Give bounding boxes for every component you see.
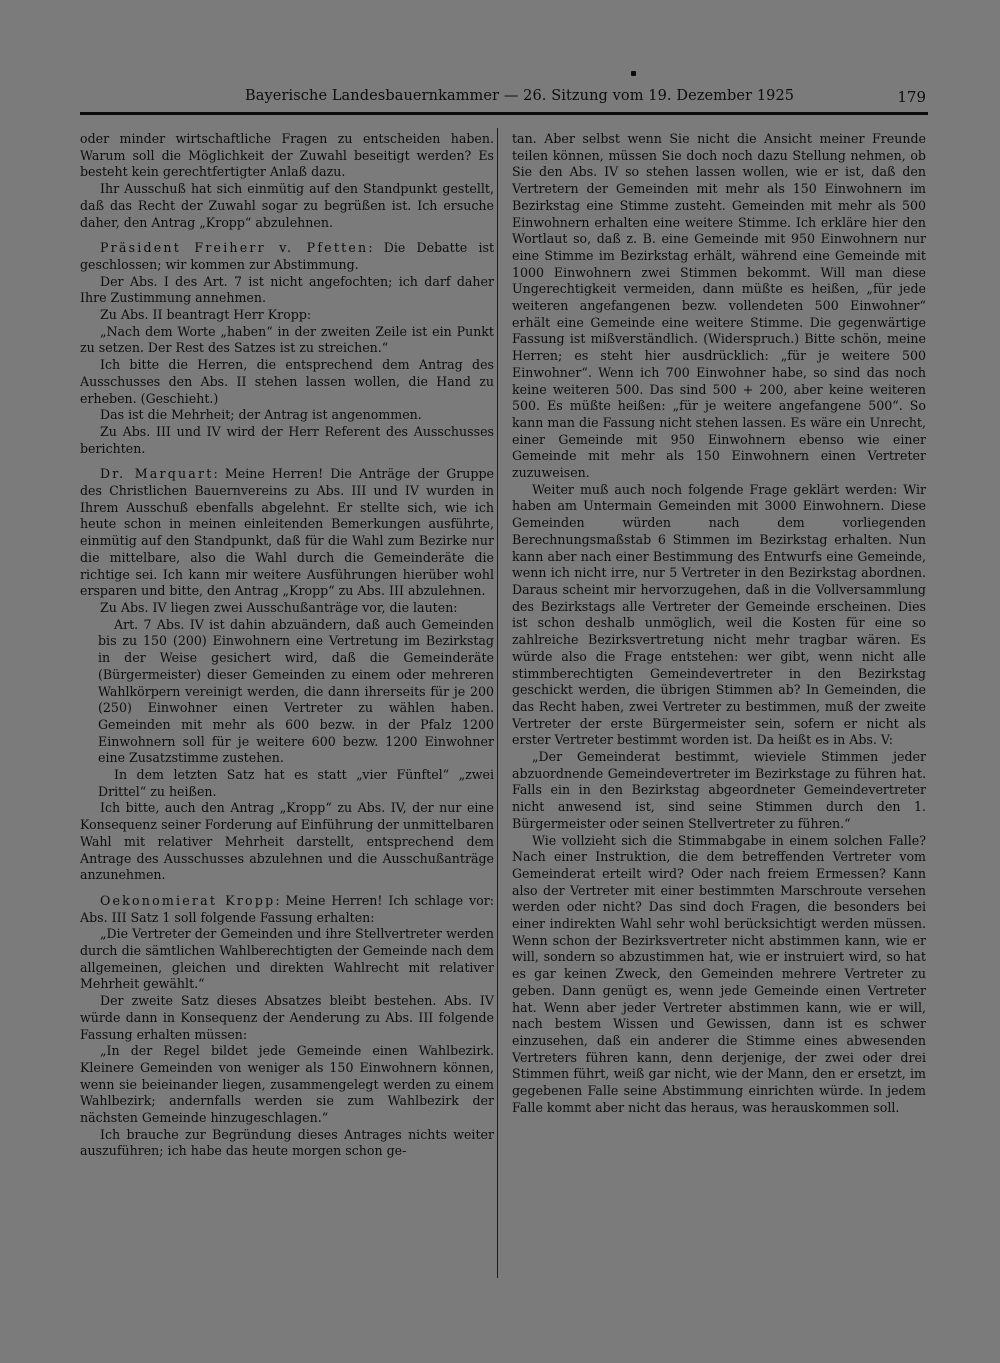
paragraph: tan. Aber selbst wenn Sie nicht die Ansicht meiner Freunde teilen können, müssen Sie doch noch dazu Stellung nehmen, ob Sie den Abs. IV so stehen lassen wollen, wie er ist, daß den Vertretern der Gemeinden mit mehr als 150 Einwohnern im Bezirkstag eine Stimme zusteht. Gemeinden mit mehr als 500 Einwohnern erhalten eine weitere Stimme. Ich erkläre hier den Wortlaut so, daß z. B. eine Gemeinde mit 950 Einwohnern nur eine Stimme im Bezirkstag erhält, während eine Gemeinde mit 1000 Einwohnern zwei Stimmen bekommt. Will man diese Ungerechtigkeit vermeiden, dann müßte es heißen, „für jede weiteren angefangenen bezw. vollendeten 500 Einwohner“ erhält eine Gemeinde eine weitere Stimme. Die gegenwärtige Fassung ist mißverständlich. (Widerspruch.) Bitte schön, meine Herren; es steht hier ausdrücklich: „für je weitere 500 Einwohner“. Wenn ich 700 Einwohner habe, so sind das noch keine weiteren 500. Das sind 500 + 200, aber keine weiteren 500. Es müßte heißen: „für je weitere angefangene 500“. So kann man die Fassung nicht stehen lassen. Es wäre ein Unrecht, einer Gemeinde mit 950 Einwohnern ebenso wie einer Gemeinde mit mehr als 150 Einwohnern einen Vertreter zuzuweisen. [512, 131, 926, 481]
paragraph: Das ist die Mehrheit; der Antrag ist angenommen. [100, 407, 422, 423]
speaker-name: Dr. Marquart [100, 466, 214, 482]
speaker-paragraph [80, 240, 494, 273]
running-title: Bayerische Landesbauernkammer — 26. Sitzung vom 19. Dezember 1925 [245, 88, 795, 104]
paragraph: „In der Regel bildet jede Gemeinde einen Wahlbezirk. Kleinere Gemeinden von weniger als 150 Einwohnern können, wenn sie beieinander liegen, zusammengelegt werden zu einem Wahlbezirk; andernfalls werden sie zum Wahlbezirk der nächsten Gemeinde hinzugeschlagen.“ [80, 1043, 494, 1126]
speech-text: : Meine Herren! Ich schlage vor: Abs. III Satz 1 soll folgende Fassung erhalten: [80, 892, 495, 925]
paragraph: Zu Abs. III und IV wird der Herr Referent des Ausschusses berichten. [80, 423, 494, 456]
paragraph: Der Abs. I des Art. 7 ist nicht angefochten; ich darf daher Ihre Zustimmung annehmen. [80, 273, 494, 306]
page-header [80, 86, 928, 115]
column-divider [497, 128, 498, 1278]
paragraph: „Der Gemeinderat bestimmt, wieviele Stimmen jeder abzuordnende Gemeindevertreter im Bezirkstage zu führen hat. Falls ein in den Bezirkstag abgeordneter Gemeindevertreter nicht anwesend ist, sind seine Stimmen durch den 1. Bürgermeister oder seinen Stellvertreter zu führen.“ [512, 749, 926, 831]
paragraph: Ich bitte die Herren, die entsprechend dem Antrag des Ausschusses den Abs. II stehen lassen wollen, die Hand zu erheben. (Geschieht.) [80, 357, 494, 406]
right-column [512, 131, 926, 1116]
speaker-paragraph [80, 466, 494, 600]
quoted-motion: Art. 7 Abs. IV ist dahin abzuändern, daß auch Gemeinden bis zu 150 (200) Einwohnern eine Vertretung im Bezirkstag in der Weise gesichert wird, daß die Gemeinderäte (Bürgermeister) dieser Gemeinden zu einem oder mehreren Wahlkörpern vereinigt werden, die dann ihrerseits für je 200 (250) Einwohner einen Vertreter zu wählen haben. Gemeinden mit mehr als 600 bezw. in der Pfalz 1200 Einwohnern soll für je weitere 600 bezw. 1200 Einwohner eine Zusatzstimme zustehen. [98, 616, 494, 766]
speech-text: : Die Debatte ist geschlossen; wir kommen zur Abstimmung. [80, 240, 494, 272]
printer-mark [631, 71, 636, 76]
paragraph: Ich bitte, auch den Antrag „Kropp“ zu Abs. IV, der nur eine Konsequenz seiner Forderung auf Einführung der unmittelbaren Wahl mit relativer Mehrheit darstellt, entsprechend dem Antrage des Ausschusses abzulehnen und die Ausschußanträge anzunehmen. [80, 800, 494, 883]
paragraph: Zu Abs. IV liegen zwei Ausschußanträge vor, die lauten: [100, 599, 458, 615]
speaker-paragraph [80, 893, 494, 926]
quoted-motion: In dem letzten Satz hat es statt „vier Fünftel“ „zwei Drittel“ zu heißen. [98, 767, 494, 799]
paragraph: oder minder wirtschaftliche Fragen zu entscheiden haben. Warum soll die Möglichkeit der Zuwahl beseitigt werden? Es besteht kein gerechtfertigter Anlaß dazu. [80, 131, 494, 180]
paragraph: Weiter muß auch noch folgende Frage geklärt werden: Wir haben am Untermain Gemeinden mit 3000 Einwohnern. Diese Gemeinden würden nach dem vorliegenden Berechnungsmaßstab 6 Stimmen im Bezirkstag erhalten. Nun kann aber nach einer Bestimmung des Entwurfs eine Gemeinde, wenn ich nicht irre, nur 5 Vertreter in den Bezirkstag abordnen. Daraus scheint mir hervorzugehen, daß in die Vollversammlung des Bezirkstags alle Vertreter der Gemeinde erscheinen. Dies ist schon deshalb unmöglich, weil die Kosten für eine so zahlreiche Bezirksvertretung nicht mehr tragbar wären. Es würde also die Frage entstehen: wer gibt, wenn nicht alle stimmberechtigten Gemeindevertreter in den Bezirkstag geschickt werden, die übrigen Stimmen ab? In Gemeinden, die das Recht haben, zwei Vertreter zu bestimmen, muß der zweite Vertreter der erste Bürgermeister sein, sofern er nicht als erster Vertreter bestimmt worden ist. Da heißt es in Abs. V: [512, 481, 926, 748]
paragraph: Ihr Ausschuß hat sich einmütig auf den Standpunkt gestellt, daß das Recht der Zuwahl sogar zu begrüßen ist. Ich ersuche daher, den Antrag „Kropp“ abzulehnen. [80, 181, 494, 230]
speaker-name: Präsident Freiherr v. Pfetten [100, 240, 369, 256]
paragraph: Ich brauche zur Begründung dieses Antrages nichts weiter auszuführen; ich habe das heute morgen schon ge- [80, 1126, 494, 1159]
paragraph: „Die Vertreter der Gemeinden und ihre Stellvertreter werden durch die sämtlichen Wahlberechtigten der Gemeinde nach dem allgemeinen, gleichen und direkten Wahlrecht mit relativer Mehrheit gewählt.“ [80, 926, 494, 992]
paragraph: „Nach dem Worte „haben“ in der zweiten Zeile ist ein Punkt zu setzen. Der Rest des Satzes ist zu streichen.“ [80, 323, 494, 356]
page-number: 179 [897, 88, 926, 106]
paragraph: Der zweite Satz dieses Absatzes bleibt bestehen. Abs. IV würde dann in Konsequenz der Aenderung zu Abs. III folgende Fassung erhalten müssen: [80, 993, 494, 1042]
speech-text: : Meine Herren! Die Anträge der Gruppe des Christlichen Bauernvereins zu Abs. III und IV wurden in Ihrem Ausschuß ebenfalls abgelehnt. Er stellte sich, wie ich heute schon in meinen einleitenden Bemerkungen ausführte, einmütig auf den Standpunkt, daß für die Wahl zum Bezirke nur die mittelbare, also die Wahl durch die Gemeinderäte die richtige sei. Ich kann mir weitere Ausführungen hierüber wohl ersparen und bitte, den Antrag „Kropp“ zu Abs. III abzulehnen. [80, 466, 494, 599]
paragraph: Zu Abs. II beantragt Herr Kropp: [100, 307, 312, 323]
left-column [80, 131, 494, 1160]
paragraph: Wie vollzieht sich die Stimmabgabe in einem solchen Falle? Nach einer Instruktion, die dem betreffenden Vertreter vom Gemeinderat erteilt wird? Oder nach freiem Ermessen? Kann also der Vertreter mit einer bestimmten Marschroute versehen werden oder nicht? Das sind doch Fragen, die besonders bei einer indirekten Wahl sehr wohl berücksichtigt werden müssen. Wenn schon der Bezirksvertreter nicht abstimmen kann, wie er will, sondern so abzustimmen hat, wie er instruiert wird, so hat es gar keinen Zweck, den Gemeinden mehrere Vertreter zu geben. Dann genügt es, wenn jede Gemeinde einen Vertreter hat. Wenn aber jeder Vertreter abstimmen kann, wie er will, nach bestem Wissen und Gewissen, dann ist es schwer einzusehen, daß ein anderer die Stimme eines abwesenden Vertreters führen kann, denn derjenige, der zwei oder drei Stimmen führt, weiß gar nicht, wie der Mann, den er ersetzt, im gegebenen Falle seine Abstimmung einrichten würde. In jedem Falle kommt aber nicht das heraus, was herauskommen soll. [512, 832, 926, 1115]
speaker-name: Oekonomierat Kropp [100, 892, 276, 908]
